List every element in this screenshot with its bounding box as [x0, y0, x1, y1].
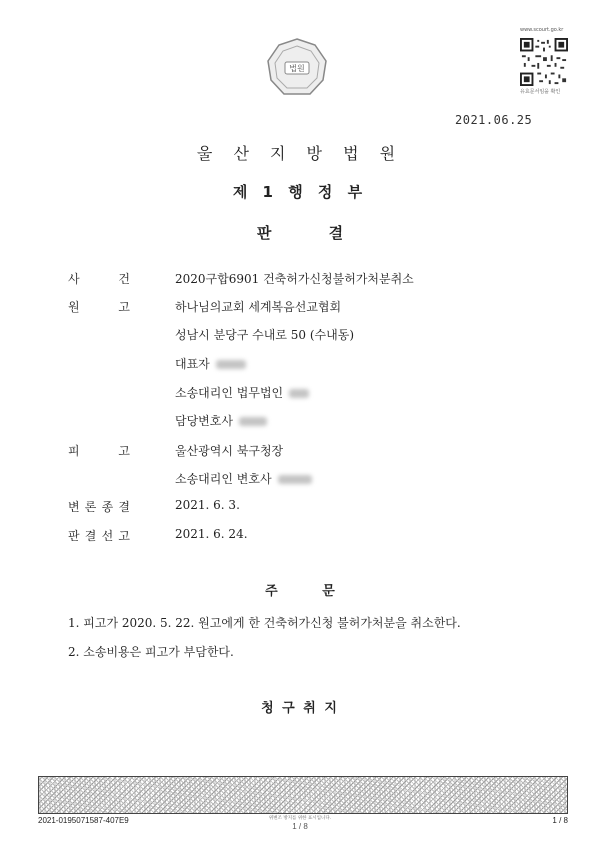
qr-url: www.scourt.go.kr — [520, 27, 564, 33]
seal-text: 법원 — [289, 64, 305, 73]
redacted-name — [278, 475, 312, 484]
document-id: 2021-0195071587-407E9 — [38, 816, 129, 825]
page-indicator-center: 1 / 8 — [292, 822, 308, 831]
judgment-date-label: 판 결 선 고 — [68, 529, 130, 543]
division-name: 제 1 행 정 부 — [232, 183, 368, 201]
judgment-date: 2021. 6. 24. — [175, 527, 248, 541]
qr-caption: 유효문서임을 확인 — [520, 89, 561, 95]
stamp-date: 2021.06.25 — [455, 113, 533, 127]
plaintiff-name: 하나님의교회 세계복음선교협회 — [175, 300, 342, 314]
defendant-attorney: 소송대리인 변호사 — [175, 470, 312, 487]
claim-purpose-title: 청 구 취 지 — [261, 701, 339, 716]
order-item-1: 1. 피고가 2020. 5. 22. 원고에게 한 건축허가신청 불허가처분을 취소한다. — [68, 616, 461, 630]
order-item-2: 2. 소송비용은 피고가 부담한다. — [68, 645, 234, 659]
anti-forgery-note: 위변조 방지를 위한 표시입니다. — [268, 816, 332, 821]
judgment-order-title: 주 문 — [265, 584, 335, 599]
redacted-name — [216, 360, 246, 369]
plaintiff-address: 성남시 분당구 수내로 50 (수내동) — [175, 328, 354, 342]
plaintiff-attorney: 담당변호사 — [175, 412, 267, 429]
page-indicator-right: 1 / 8 — [552, 816, 568, 825]
plaintiff-label: 원 고 — [68, 300, 130, 314]
redacted-name — [239, 417, 267, 426]
hearing-close-label: 변 론 종 결 — [68, 500, 130, 514]
defendant-name: 울산광역시 북구청장 — [175, 444, 284, 458]
redacted-name — [289, 389, 309, 398]
case-label: 사 건 — [68, 272, 130, 286]
defendant-label: 피 고 — [68, 444, 130, 458]
case-number: 2020구합6901 건축허가신청불허가처분취소 — [175, 272, 414, 286]
document-type: 판 결 — [256, 224, 344, 242]
qr-code — [520, 38, 568, 86]
court-seal-emblem — [265, 36, 329, 100]
plaintiff-law-firm: 소송대리인 법무법인 — [175, 384, 309, 401]
court-name: 울 산 지 방 법 원 — [196, 144, 404, 163]
anti-forgery-pattern — [38, 776, 568, 814]
plaintiff-representative: 대표자 — [175, 355, 246, 372]
hearing-close-date: 2021. 6. 3. — [175, 498, 240, 512]
